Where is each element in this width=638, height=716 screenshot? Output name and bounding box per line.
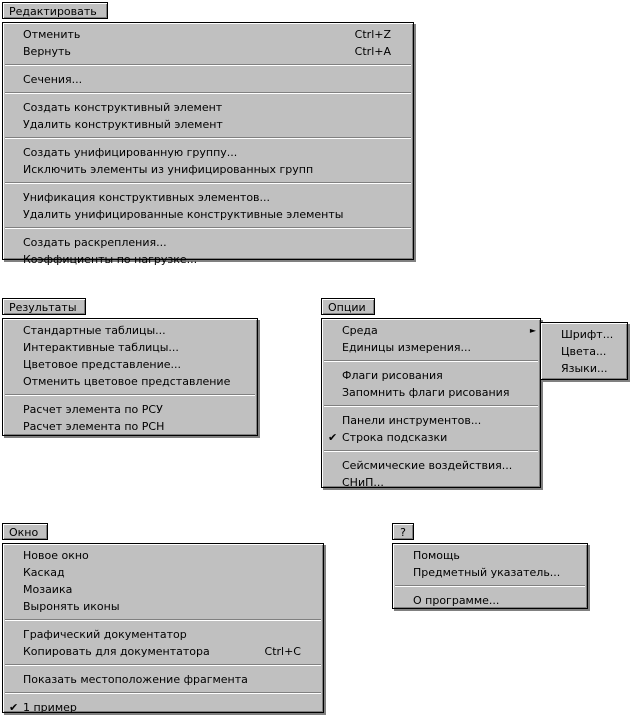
menu-item-environment[interactable] xyxy=(322,322,540,339)
menu-title-options[interactable]: Опции xyxy=(321,298,375,315)
menu-item-color-view[interactable] xyxy=(3,356,257,373)
menu-item-colors[interactable] xyxy=(541,343,627,360)
menu-item-label: Флаги рисования xyxy=(342,369,443,382)
menu-item-units[interactable] xyxy=(322,339,540,356)
menu-item-label: Создать раскрепления... xyxy=(23,236,167,249)
menu-item-show-fragment-location[interactable] xyxy=(3,671,323,688)
menu-item-label: Отменить цветовое представление xyxy=(23,375,231,388)
menu-item-label: Единицы измерения... xyxy=(342,341,471,354)
menu-item-calc-rsu[interactable] xyxy=(3,401,257,418)
menu-title-help[interactable]: ? xyxy=(392,523,414,540)
menu-item-copy-for-documenter[interactable] xyxy=(3,643,323,660)
menu-item-label: Коэффициенты по нагрузке... xyxy=(23,253,198,266)
check-icon: ✔ xyxy=(9,701,19,714)
menu-item-toolbars[interactable] xyxy=(322,412,540,429)
menu-separator xyxy=(5,182,411,184)
menu-item-label: О программе... xyxy=(413,594,500,607)
help-menu xyxy=(392,543,588,609)
menu-item-seismic[interactable] xyxy=(322,457,540,474)
menu-item-exclude-from-groups[interactable] xyxy=(3,161,413,178)
menu-separator xyxy=(324,450,538,452)
menu-item-example-1[interactable] xyxy=(3,699,323,716)
menu-item-label: Расчет элемента по РСУ xyxy=(23,403,163,416)
menu-item-calc-rsn[interactable] xyxy=(3,418,257,435)
menu-item-label: Удалить унифицированные конструктивные элементы xyxy=(23,208,344,221)
menu-item-snip[interactable] xyxy=(322,474,540,491)
menu-title-window[interactable]: Окно xyxy=(2,523,48,540)
window-menu xyxy=(2,543,324,713)
menu-item-label: Предметный указатель... xyxy=(413,566,561,579)
menu-item-label: Стандартные таблицы... xyxy=(23,324,166,337)
menu-item-create-bracing[interactable] xyxy=(3,234,413,251)
menu-item-label: Интерактивные таблицы... xyxy=(23,341,179,354)
menu-item-label: Выронять иконы xyxy=(23,600,120,613)
menu-item-label: Запомнить флаги рисования xyxy=(342,386,510,399)
menu-item-save-draw-flags[interactable] xyxy=(322,384,540,401)
menu-item-font[interactable] xyxy=(541,326,627,343)
menu-item-index[interactable] xyxy=(393,564,587,581)
menu-item-create-element[interactable] xyxy=(3,99,413,116)
menu-item-label: Удалить конструктивный элемент xyxy=(23,118,223,131)
menu-item-about[interactable] xyxy=(393,592,587,609)
menu-item-label: Создать конструктивный элемент xyxy=(23,101,223,114)
menu-item-load-factors[interactable] xyxy=(3,251,413,268)
menu-item-label: Среда xyxy=(342,324,378,337)
menu-item-label: Графический документатор xyxy=(23,628,187,641)
menu-separator xyxy=(5,227,411,229)
menu-item-label: Показать местоположение фрагмента xyxy=(23,673,248,686)
menu-item-create-group[interactable] xyxy=(3,144,413,161)
menu-item-label: Сейсмические воздействия... xyxy=(342,459,513,472)
menu-item-label: Строка подсказки xyxy=(342,431,448,444)
menu-separator xyxy=(5,64,411,66)
menu-item-unify-elements[interactable] xyxy=(3,189,413,206)
menu-item-sections[interactable] xyxy=(3,71,413,88)
menu-item-label: Расчет элемента по РСН xyxy=(23,420,165,433)
check-icon: ✔ xyxy=(328,431,338,444)
menu-item-label: Создать унифицированную группу... xyxy=(23,146,238,159)
menu-item-label: Отменить xyxy=(23,28,81,41)
results-menu xyxy=(2,318,258,436)
menu-separator xyxy=(324,405,538,407)
menu-item-tile[interactable] xyxy=(3,581,323,598)
menu-item-arrange-icons[interactable] xyxy=(3,598,323,615)
menu-item-draw-flags[interactable] xyxy=(322,367,540,384)
menu-item-label: Исключить элементы из унифицированных групп xyxy=(23,163,314,176)
menu-separator xyxy=(5,394,255,396)
menu-item-label: Сечения... xyxy=(23,73,83,86)
menu-item-cancel-color-view[interactable] xyxy=(3,373,257,390)
menu-item-label: Каскад xyxy=(23,566,65,579)
options-menu xyxy=(321,318,541,488)
menu-item-interactive-tables[interactable] xyxy=(3,339,257,356)
shortcut-label: Ctrl+Z xyxy=(354,28,391,41)
menu-item-undo[interactable] xyxy=(3,26,413,43)
menu-item-label: Мозаика xyxy=(23,583,73,596)
menu-item-label: Новое окно xyxy=(23,549,89,562)
menu-item-delete-unified[interactable] xyxy=(3,206,413,223)
menu-item-label: Цвета... xyxy=(561,345,607,358)
menu-separator xyxy=(324,360,538,362)
menu-item-label: Помощь xyxy=(413,549,460,562)
menu-item-label: СНиП... xyxy=(342,476,384,489)
menu-title-edit[interactable]: Редактировать xyxy=(2,2,108,19)
menu-item-languages[interactable] xyxy=(541,360,627,377)
menu-item-label: Вернуть xyxy=(23,45,71,58)
menu-item-label: Цветовое представление... xyxy=(23,358,182,371)
menu-separator xyxy=(5,692,321,694)
shortcut-label: Ctrl+A xyxy=(354,45,391,58)
menu-title-results[interactable]: Результаты xyxy=(2,298,86,315)
submenu-arrow-icon: ► xyxy=(529,326,536,335)
menu-item-delete-element[interactable] xyxy=(3,116,413,133)
menu-item-graphic-documenter[interactable] xyxy=(3,626,323,643)
environment-submenu xyxy=(540,322,628,380)
menu-item-label: Панели инструментов... xyxy=(342,414,482,427)
edit-menu xyxy=(2,22,414,266)
menu-item-cascade[interactable] xyxy=(3,564,323,581)
menu-separator xyxy=(5,137,411,139)
menu-item-hint-line[interactable] xyxy=(322,429,540,446)
menu-item-label: Унификация конструктивных элементов... xyxy=(23,191,271,204)
menu-item-redo[interactable] xyxy=(3,43,413,60)
menu-item-label: Шрифт... xyxy=(561,328,614,341)
menu-separator xyxy=(5,664,321,666)
menu-item-help[interactable] xyxy=(393,547,587,564)
menu-separator xyxy=(395,585,585,587)
menu-item-new-window[interactable] xyxy=(3,547,323,564)
menu-item-standard-tables[interactable] xyxy=(3,322,257,339)
shortcut-label: Ctrl+C xyxy=(264,645,301,658)
menu-separator xyxy=(5,619,321,621)
menu-item-label: Языки... xyxy=(561,362,608,375)
menu-item-label: 1 пример xyxy=(23,701,77,714)
menu-separator xyxy=(5,92,411,94)
menu-item-label: Копировать для документатора xyxy=(23,645,210,658)
